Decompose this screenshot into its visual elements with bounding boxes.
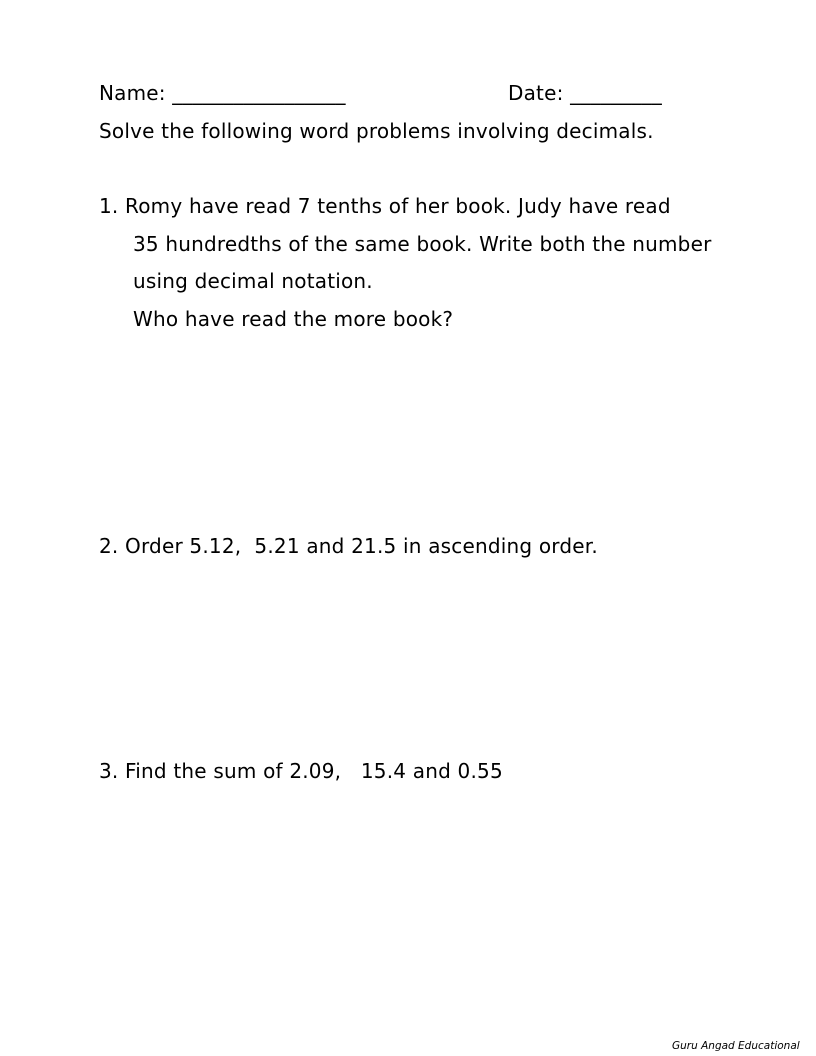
date-field-label: Date: _________ — [508, 81, 662, 105]
question-3-line: 3. Find the sum of 2.09, 15.4 and 0.55 — [99, 759, 503, 783]
question-1-line: 35 hundredths of the same book. Write both the number — [133, 232, 712, 256]
name-field-label: Name: _________________ — [99, 81, 346, 105]
question-1-line: 1. Romy have read 7 tenths of her book. Judy have read — [99, 194, 671, 218]
question-1-line: Who have read the more book? — [133, 307, 454, 331]
footer-credit: Guru Angad Educational — [672, 1040, 800, 1052]
question-2-line: 2. Order 5.12, 5.21 and 21.5 in ascending order. — [99, 534, 598, 558]
instructions-text: Solve the following word problems involving decimals. — [99, 119, 654, 143]
question-1-line: using decimal notation. — [133, 269, 373, 293]
